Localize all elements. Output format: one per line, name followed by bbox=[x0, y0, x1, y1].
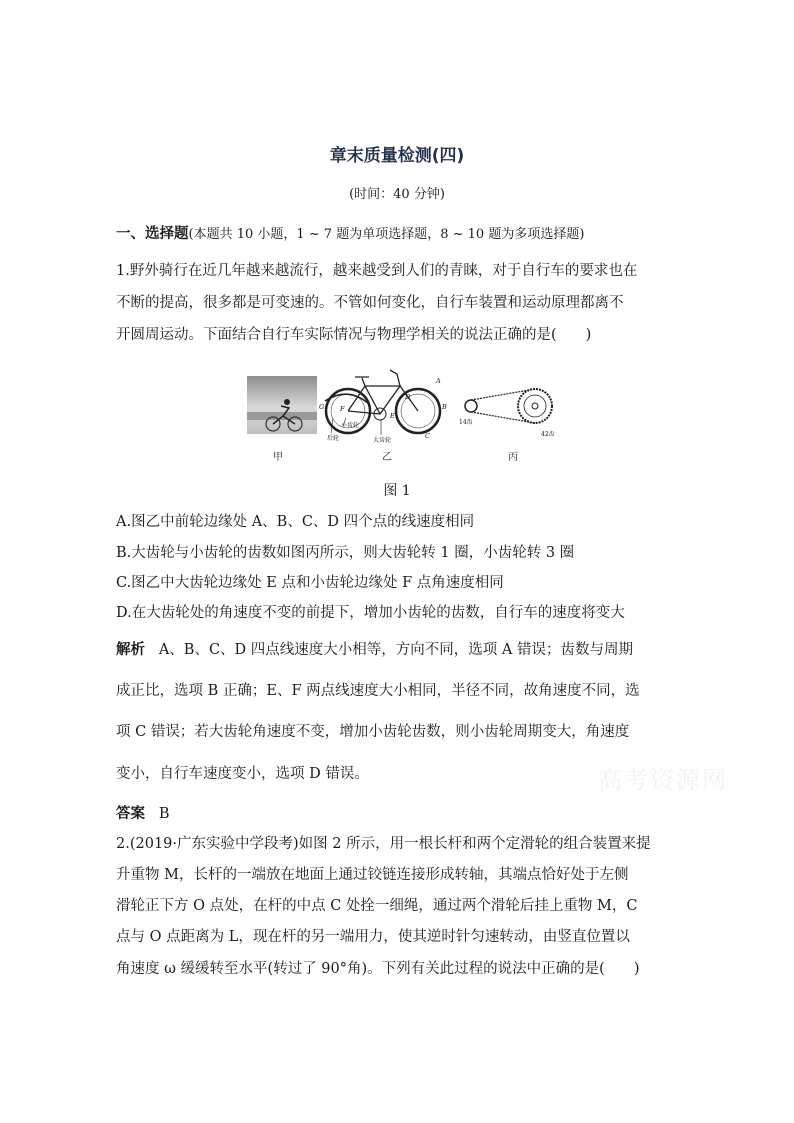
watermark: 高考资源网 bbox=[598, 766, 728, 794]
label-rear-wheel: 后轮 bbox=[327, 435, 340, 442]
q1-stem-line-3: 开圆周运动。下面结合自行车实际情况与物理学相关的说法正确的是( ) bbox=[116, 327, 592, 343]
point-d: D bbox=[405, 393, 411, 401]
q1-analysis-line-3: 项 C 错误；若大齿轮角速度不变，增加小齿轮齿数，则小齿轮周期变大，角速度 bbox=[116, 724, 630, 740]
label-42-teeth: 42齿 bbox=[541, 431, 555, 438]
point-b: B bbox=[442, 403, 447, 411]
page-title: 章末质量检测(四) bbox=[329, 146, 465, 166]
analysis-text-1: A、B、C、D 四点线速度大小相等，方向不同，选项 A 错误；齿数与周期 bbox=[158, 642, 633, 658]
answer-value: B bbox=[158, 806, 170, 822]
figure-caption: 图 1 bbox=[383, 483, 411, 499]
point-e: E bbox=[390, 412, 395, 420]
label-jia: 甲 bbox=[273, 452, 283, 463]
q2-line-1: 2.(2019·广东实验中学段考)如图 2 所示，用一根长杆和两个定滑轮的组合装置来提 bbox=[116, 836, 651, 852]
label-14-teeth: 14齿 bbox=[459, 419, 473, 426]
q1-analysis-line-2: 成正比，选项 B 正确；E、F 两点线速度大小相同，半径不同，故角速度不同，选 bbox=[116, 683, 640, 699]
section-description: (本题共 10 小题，1 ~ 7 题为单项选择题，8 ~ 10 题为多项选择题) bbox=[188, 227, 585, 242]
q2-line-5: 角速度 ω 缓缓转至水平(转过了 90°角)。下列有关此过程的说法中正确的是( ) bbox=[116, 961, 640, 977]
q2-line-2: 升重物 M，长杆的一端放在地面上通过铰链连接形成转轴，其端点恰好处于左侧 bbox=[116, 867, 629, 883]
q2-line-3: 滑轮正下方 O 点处，在杆的中点 C 处拴一细绳，通过两个滑轮后挂上重物 M，C bbox=[116, 898, 638, 914]
gear-chain-diagram bbox=[465, 389, 552, 423]
q1-option-c: C.图乙中大齿轮边缘处 E 点和小齿轮边缘处 F 点角速度相同 bbox=[116, 575, 504, 591]
large-sprocket bbox=[518, 389, 552, 423]
label-yi: 乙 bbox=[382, 452, 392, 463]
q1-option-a: A.图乙中前轮边缘处 A、B、C、D 四个点的线速度相同 bbox=[116, 514, 475, 530]
figure-1-bicycle bbox=[245, 356, 560, 466]
photo-cyclist bbox=[247, 376, 317, 434]
label-bing: 丙 bbox=[508, 452, 518, 463]
label-small-gear: 小齿轮 bbox=[341, 422, 360, 429]
label-big-gear: 大齿轮 bbox=[373, 437, 392, 444]
section-label: 一、选择题 bbox=[116, 226, 189, 242]
point-c: C bbox=[425, 432, 430, 440]
point-a: A bbox=[436, 377, 441, 385]
point-f: F bbox=[340, 405, 345, 413]
q1-stem-line-2: 不断的提高，很多都是可变速的。不管如何变化，自行车装置和运动原理都离不 bbox=[116, 295, 624, 311]
analysis-label: 解析 bbox=[116, 642, 145, 658]
answer-label: 答案 bbox=[116, 806, 145, 822]
small-sprocket bbox=[465, 400, 477, 412]
section-heading bbox=[116, 222, 584, 243]
q2-line-4: 点与 O 点距离为 L，现在杆的另一端用力，使其逆时针匀速转动，由竖直位置以 bbox=[116, 929, 630, 945]
teeth-labels bbox=[459, 418, 555, 438]
q1-analysis-line-4: 变小，自行车速度变小，选项 D 错误。 bbox=[116, 766, 369, 782]
q1-option-b: B.大齿轮与小齿轮的齿数如图丙所示，则大齿轮转 1 圈，小齿轮转 3 圈 bbox=[116, 545, 575, 561]
q1-option-d: D.在大齿轮处的角速度不变的前提下，增加小齿轮的齿数，自行车的速度将变大 bbox=[116, 605, 625, 621]
q1-answer bbox=[116, 802, 169, 823]
time-limit: (时间：40 分钟) bbox=[349, 187, 445, 202]
point-g: G bbox=[319, 403, 325, 411]
q1-analysis-line-1 bbox=[116, 638, 633, 659]
q1-stem-line-1: 1.野外骑行在近几年越来越流行，越来越受到人们的青睐，对于自行车的要求也在 bbox=[116, 263, 638, 279]
bicycle-part-labels bbox=[327, 421, 391, 444]
